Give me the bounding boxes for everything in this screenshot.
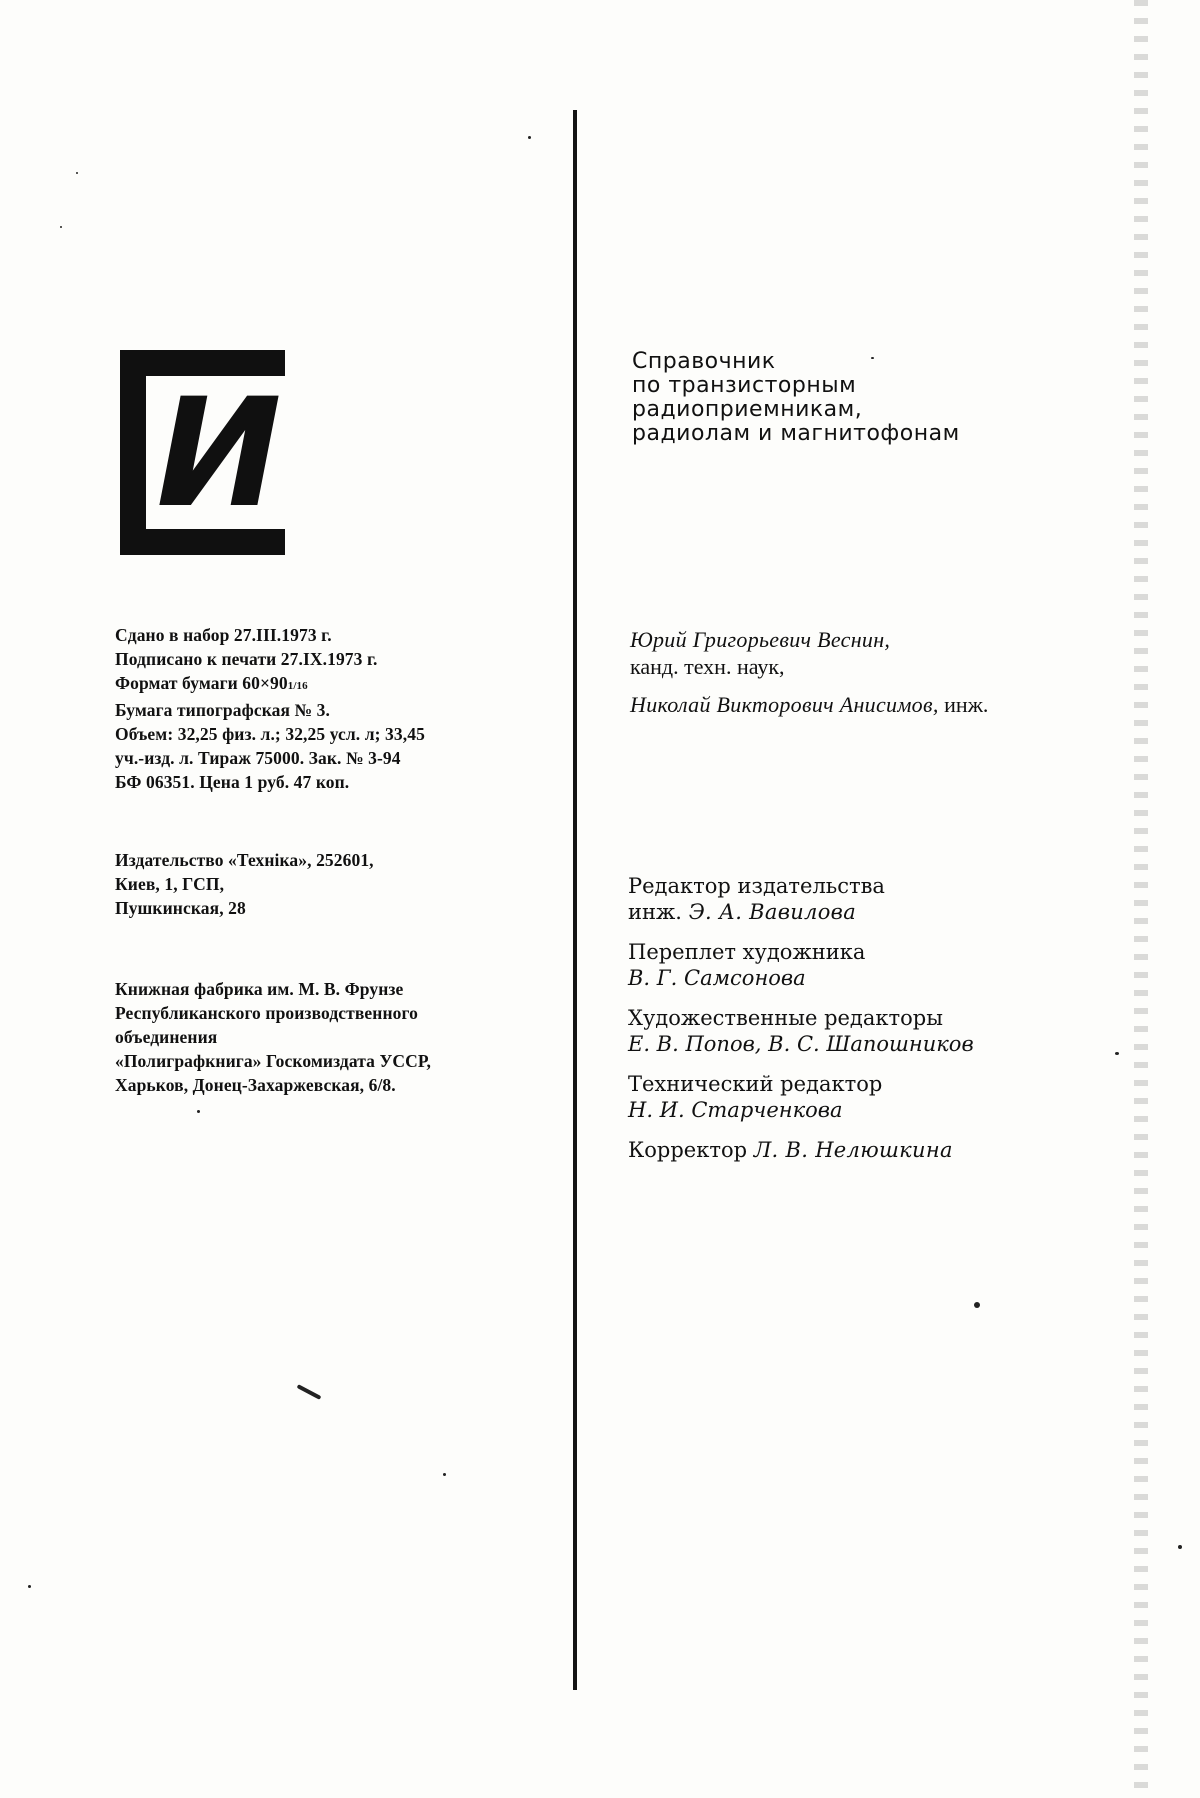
credit-name: Л. В. Нелюшкина xyxy=(753,1138,953,1162)
title-line: радиоприемникам, xyxy=(632,397,863,422)
imprint-line: Бумага типографская № 3. xyxy=(115,700,330,720)
author-2-line xyxy=(630,691,988,718)
credit-corrector xyxy=(628,1137,974,1163)
credit-binding xyxy=(628,939,974,991)
print-speck xyxy=(1115,1052,1119,1055)
credit-tech-editor xyxy=(628,1071,974,1123)
print-speck xyxy=(197,1110,200,1113)
imprint-paper-format-sup: 1 xyxy=(287,680,294,692)
publisher-logo xyxy=(120,350,285,555)
credit-role: Художественные редакторы xyxy=(628,1006,943,1030)
author-1-degree: канд. техн. наук, xyxy=(630,654,785,679)
printer-line: объединения xyxy=(115,1027,218,1047)
title-line: Справочник xyxy=(632,349,776,374)
page-edge-shadow xyxy=(1134,0,1148,1798)
printer-block xyxy=(115,977,555,1097)
print-speck xyxy=(297,1384,322,1400)
credit-name: В. Г. Самсонова xyxy=(628,966,806,990)
authors-block xyxy=(630,626,988,718)
imprint-line: Сдано в набор 27.III.1973 г. xyxy=(115,625,332,645)
print-speck xyxy=(60,226,62,228)
imprint-block xyxy=(115,623,555,794)
publisher-line: Киев, 1, ГСП, xyxy=(115,874,225,894)
credit-role: Корректор xyxy=(628,1138,748,1162)
imprint-paper-format-text: Формат бумаги 60×90 xyxy=(115,673,288,693)
logo-letter: И xyxy=(156,367,278,541)
print-speck xyxy=(528,136,531,139)
printer-line: Республиканского производственного xyxy=(115,1003,418,1023)
credit-name: Н. И. Старченкова xyxy=(628,1098,843,1122)
credit-art-editors xyxy=(628,1005,974,1057)
credit-role: Технический редактор xyxy=(628,1072,883,1096)
credit-editor xyxy=(628,873,974,925)
author-2-name: Николай Викторович Анисимов, xyxy=(630,692,939,717)
credit-name: Э. А. Вавилова xyxy=(688,900,857,924)
imprint-line: БФ 06351. Цена 1 руб. 47 коп. xyxy=(115,772,350,792)
imprint-line: Объем: 32,25 физ. л.; 32,25 усл. л; 33,45 xyxy=(115,724,425,744)
center-divider-rule xyxy=(573,110,577,1690)
author-2-suffix: инж. xyxy=(944,692,989,717)
credit-editor-prefix: инж. xyxy=(628,900,682,924)
printer-line: Харьков, Донец-Захаржевская, 6/8. xyxy=(115,1075,396,1095)
publisher-line: Издательство «Техніка», 252601, xyxy=(115,850,374,870)
publisher-block xyxy=(115,848,555,920)
author-1-name: Юрий Григорьевич Веснин, xyxy=(630,627,891,652)
title-line: радиолам и магнитофонам xyxy=(632,421,960,446)
printer-line: Книжная фабрика им. М. В. Фрунзе xyxy=(115,979,404,999)
credit-name: Е. В. Попов, В. С. Шапошников xyxy=(628,1032,974,1056)
imprint-paper-format-sub: /16 xyxy=(293,680,308,692)
imprint-line: уч.-изд. л. Тираж 75000. Зак. № 3-94 xyxy=(115,748,401,768)
title-line: по транзисторным xyxy=(632,373,857,398)
print-speck xyxy=(76,172,78,174)
publisher-line: Пушкинская, 28 xyxy=(115,898,246,918)
print-speck xyxy=(1178,1545,1182,1549)
printer-line: «Полиграфкнига» Госкомиздата УССР, xyxy=(115,1051,431,1071)
print-speck xyxy=(974,1302,980,1308)
print-speck xyxy=(443,1473,446,1476)
imprint-line: Подписано к печати 27.IX.1973 г. xyxy=(115,649,378,669)
credits-block xyxy=(628,873,974,1177)
print-speck xyxy=(28,1585,31,1588)
book-title xyxy=(632,350,960,446)
credit-editor-line xyxy=(628,899,974,925)
credit-role: Редактор издательства xyxy=(628,874,885,898)
credit-role: Переплет художника xyxy=(628,940,866,964)
imprint-paper-format xyxy=(115,671,555,698)
